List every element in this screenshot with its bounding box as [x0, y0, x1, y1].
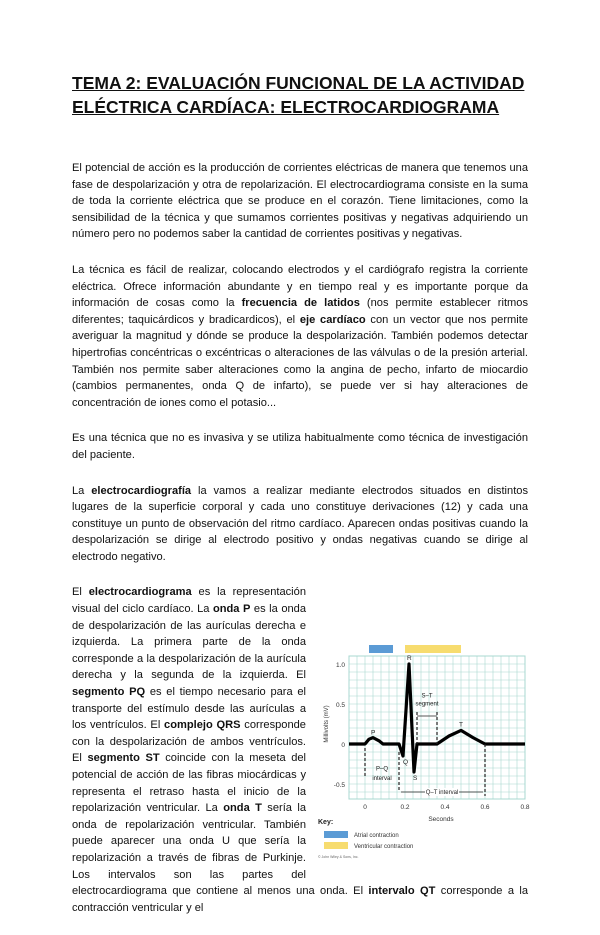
bold-term: onda T — [223, 802, 262, 815]
paragraph — [72, 262, 528, 411]
bold-term: complejo QRS — [164, 719, 241, 732]
interval-label: interval — [372, 776, 392, 783]
x-tick-label: 0.8 — [520, 804, 530, 812]
text-segment: El — [72, 586, 89, 599]
text-segment: la vamos a realizar mediante electrodos situados en distintos lugares de la superficie corporal y cada uno constituye derivaciones (12) y cada una constituye un punto de observación del ritmo cardíaco. Aparecen ondas positivas cuando la despolarización se dirige al electrodo positivo y ondas negativas cuando se dirige al electrodo negativo. — [72, 484, 528, 563]
interval-label: S–T — [421, 694, 433, 701]
text-segment: es el tiempo necesario para el transporte del estímulo desde las aurículas a los ventrículos. El — [72, 686, 306, 732]
paragraph — [72, 483, 528, 566]
y-tick-label: 0.5 — [335, 702, 345, 710]
bold-term: segmento ST — [87, 752, 160, 765]
credit-text: © John Wiley & Sons, Inc. — [318, 855, 359, 860]
wave-label: S — [413, 775, 418, 783]
text-segment: corresponde con la despolarización de ambos ventrículos. El — [72, 719, 306, 765]
bold-term: onda P — [212, 603, 251, 616]
text-segment: La — [72, 484, 92, 497]
paragraph — [72, 160, 528, 243]
paragraph — [72, 584, 528, 916]
text-segment: El potencial de acción es la producción de corrientes eléctricas de manera que tenemos una fase de despolarización y otra de repolarización. El electrocardiograma consiste en la suma de toda la corriente eléctrica que se produce en el corazón. Tiene limitaciones, como la sensibilidad de la técnica y que sumamos corrientes positivas y negativas adquiriendo un número pero no podemos saber la cantidad de corrientes positivas y negativas. — [72, 162, 528, 241]
interval-label: segment — [415, 702, 439, 709]
legend-swatch — [324, 831, 348, 838]
bold-term: frecuencia de latidos — [241, 297, 360, 310]
page-title: TEMA 2: EVALUACIÓN FUNCIONAL DE LA ACTIVIDAD ELÉCTRICA CARDÍACA: ELECTROCARDIOGRAMA — [72, 73, 525, 117]
x-tick-label: 0 — [363, 804, 367, 812]
y-tick-label: -0.5 — [333, 782, 345, 790]
bold-term: eje cardíaco — [299, 313, 366, 326]
bold-term: electrocardiografía — [91, 484, 192, 497]
contraction-bar — [405, 645, 461, 653]
bold-term: intervalo QT — [368, 885, 436, 898]
wave-label: R — [407, 655, 412, 663]
bold-term: segmento PQ — [72, 686, 146, 699]
interval-label: P–Q — [375, 766, 389, 773]
legend-label: Ventricular contraction — [354, 844, 414, 851]
text-segment: es la representación visual del ciclo cardíaco. La — [72, 586, 306, 616]
text-segment: corresponde a la contracción ventricular y el — [72, 885, 528, 914]
text-segment: sería la onda de repolarización ventricular. También puede aparecer una onda U que sería la repolarización a través de fibras de Purkinje. Los intervalos son las partes del electrocardiograma que contiene al menos una onda. El — [72, 802, 369, 898]
y-tick-label: 0 — [341, 742, 345, 750]
bold-term: electrocardiograma — [88, 586, 192, 599]
key-title: Key: — [318, 819, 334, 827]
text-segment: La técnica es fácil de realizar, colocando electrodos y el cardiógrafo registra la corriente eléctrica. Ofrece información abundante y en tiempo real y es importante porque da información de cosas como la — [72, 263, 528, 310]
legend-swatch — [324, 842, 348, 849]
x-axis-label: Seconds — [428, 816, 454, 824]
y-tick-label: 1.0 — [335, 662, 345, 670]
contraction-bar — [369, 645, 393, 653]
y-axis-label: Millivolts (mV) — [324, 705, 330, 744]
text-segment: con un vector que nos permite averiguar la magnitud y dónde se produce la despolarización. También podemos detectar hipertrofias concéntricas o excéntricas o alteraciones de las válvulas o de la presión arterial. También nos permite saber alteraciones como la angina de pecho, infarto de miocardio (cambios permanentes, onda Q de infarto), se puede ver si hay alteraciones de concentración de iones como el potasio... — [72, 313, 528, 409]
interval-label: Q–T interval — [425, 790, 459, 797]
paragraph — [72, 430, 528, 463]
text-segment: es la onda de despolarización de las aurículas derecha e izquierda. La primera parte de la onda corresponde a la despolarización de la aurícula derecha y la segunda de la izquierda. El — [72, 603, 307, 682]
x-tick-label: 0.4 — [440, 804, 450, 812]
legend-label: Atrial contraction — [354, 833, 399, 840]
wave-label: P — [371, 729, 376, 737]
wave-label: Q — [403, 759, 409, 767]
text-segment: Es una técnica que no es invasiva y se utiliza habitualmente como técnica de investigación del paciente. — [72, 432, 528, 461]
x-tick-label: 0.6 — [480, 804, 490, 812]
text-segment: coincide con la meseta del potencial de acción de las fibras miocárdicas y representa el retraso hasta el inicio de la repolarización ventricular. La — [72, 752, 307, 815]
ecg-figure — [316, 636, 546, 876]
x-tick-label: 0.2 — [400, 804, 410, 812]
wave-label: T — [459, 721, 463, 729]
document-body — [72, 160, 528, 935]
text-segment: (nos permite establecer ritmos diferentes; taquicárdicos y bradicardicos), el — [72, 297, 528, 326]
